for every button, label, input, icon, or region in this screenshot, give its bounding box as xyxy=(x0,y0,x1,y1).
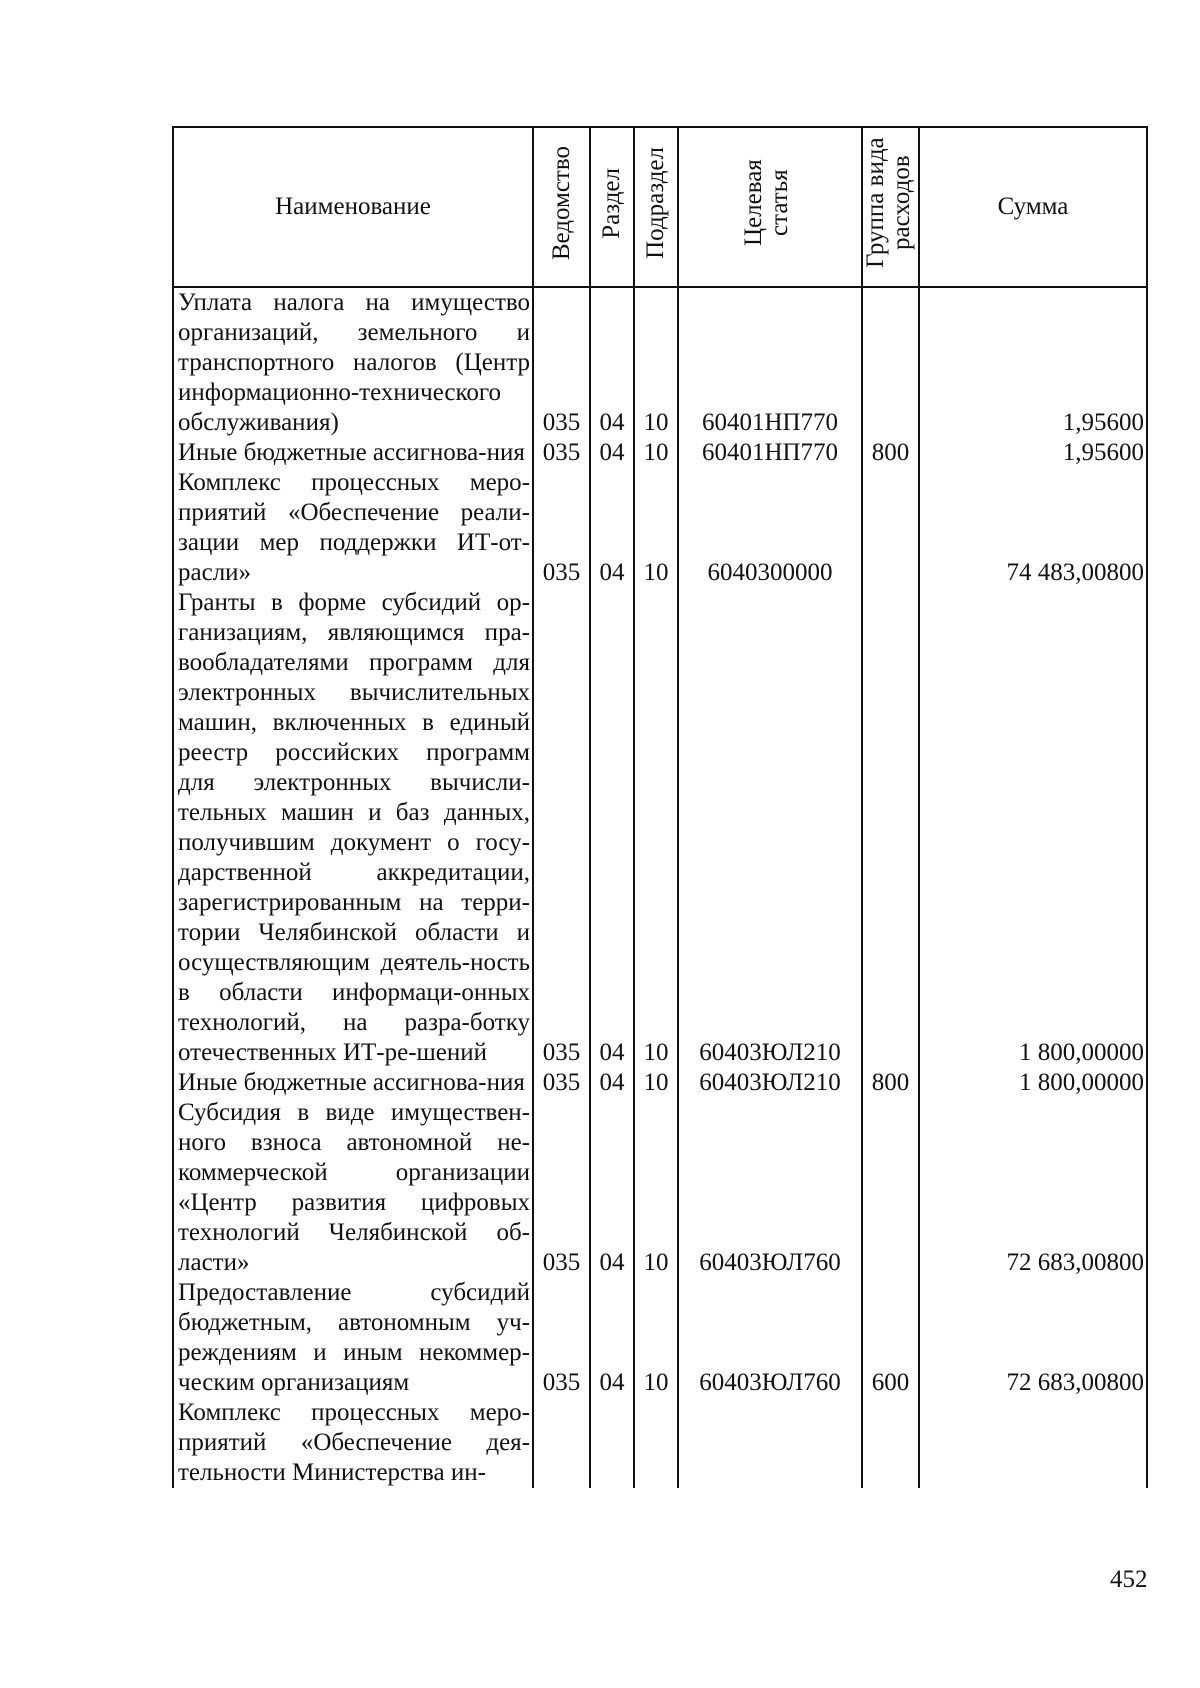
table-row xyxy=(173,1098,1147,1278)
row-sum: 72 683,00800 xyxy=(919,1278,1147,1398)
row-name: Предоставление субсидий бюджетным, автономным уч-реждениям и иным некоммер-ческим организациям xyxy=(173,1278,533,1398)
row-podrazdel: 10 xyxy=(634,287,678,438)
row-razdel: 04 xyxy=(590,588,634,1068)
row-sum: 1,95600 xyxy=(919,287,1147,438)
header-razdel: Раздел xyxy=(590,127,634,287)
row-group xyxy=(862,1398,919,1488)
row-razdel: 04 xyxy=(590,1278,634,1398)
row-vedomstvo: 035 xyxy=(533,588,590,1068)
row-vedomstvo: 035 xyxy=(533,468,590,588)
row-razdel: 04 xyxy=(590,1068,634,1098)
row-target: 6040300000 xyxy=(678,468,862,588)
row-group xyxy=(862,588,919,1068)
row-name: Уплата налога на имущество организаций, земельного и транспортного налогов (Центр информационно-технического обслуживания) xyxy=(173,287,533,438)
row-group xyxy=(862,468,919,588)
row-target: 60403ЮЛ760 xyxy=(678,1278,862,1398)
table-row xyxy=(173,287,1147,438)
row-target: 60403ЮЛ760 xyxy=(678,1098,862,1278)
row-podrazdel: 10 xyxy=(634,588,678,1068)
row-vedomstvo: 035 xyxy=(533,287,590,438)
table-row xyxy=(173,1398,1147,1488)
header-vedomstvo: Ведомство xyxy=(533,127,590,287)
row-sum: 1,95600 xyxy=(919,438,1147,468)
row-sum: 72 683,00800 xyxy=(919,1098,1147,1278)
row-group: 600 xyxy=(862,1278,919,1398)
budget-table xyxy=(172,126,1148,1488)
row-group: 800 xyxy=(862,1068,919,1098)
row-podrazdel: 10 xyxy=(634,438,678,468)
row-podrazdel: 10 xyxy=(634,468,678,588)
row-name: Комплекс процессных меро-приятий «Обеспечение дея-тельности Министерства ин- xyxy=(173,1398,533,1488)
row-sum: 74 483,00800 xyxy=(919,468,1147,588)
row-vedomstvo: 035 xyxy=(533,438,590,468)
table-header-row xyxy=(173,127,1147,287)
row-razdel: 04 xyxy=(590,287,634,438)
row-sum: 1 800,00000 xyxy=(919,1068,1147,1098)
row-razdel xyxy=(590,1398,634,1488)
header-name: Наименование xyxy=(173,127,533,287)
row-podrazdel: 10 xyxy=(634,1068,678,1098)
row-name: Субсидия в виде имуществен-ного взноса автономной не-коммерческой организации «Центр развития цифровых технологий Челябинской об-ласти» xyxy=(173,1098,533,1278)
row-name: Комплекс процессных меро-приятий «Обеспечение реали-зации мер поддержки ИТ-от-расли» xyxy=(173,468,533,588)
row-razdel: 04 xyxy=(590,1098,634,1278)
row-sum: 1 800,00000 xyxy=(919,588,1147,1068)
row-vedomstvo: 035 xyxy=(533,1278,590,1398)
row-podrazdel: 10 xyxy=(634,1278,678,1398)
table-row xyxy=(173,1278,1147,1398)
row-sum xyxy=(919,1398,1147,1488)
header-podrazdel: Подраздел xyxy=(634,127,678,287)
page-number: 452 xyxy=(1110,1566,1148,1593)
row-razdel: 04 xyxy=(590,438,634,468)
row-vedomstvo: 035 xyxy=(533,1068,590,1098)
table-row xyxy=(173,588,1147,1068)
row-target: 60401НП770 xyxy=(678,287,862,438)
row-vedomstvo: 035 xyxy=(533,1098,590,1278)
header-group: Группа вида расходов xyxy=(862,127,919,287)
table-row xyxy=(173,1068,1147,1098)
table-row xyxy=(173,468,1147,588)
header-sum: Сумма xyxy=(919,127,1147,287)
row-razdel: 04 xyxy=(590,468,634,588)
row-group xyxy=(862,1098,919,1278)
row-podrazdel: 10 xyxy=(634,1098,678,1278)
row-podrazdel xyxy=(634,1398,678,1488)
row-group: 800 xyxy=(862,438,919,468)
row-target xyxy=(678,1398,862,1488)
row-name: Иные бюджетные ассигнова-ния xyxy=(173,438,533,468)
row-target: 60403ЮЛ210 xyxy=(678,588,862,1068)
row-vedomstvo xyxy=(533,1398,590,1488)
row-target: 60403ЮЛ210 xyxy=(678,1068,862,1098)
table-row xyxy=(173,438,1147,468)
row-name: Гранты в форме субсидий ор-ганизациям, являющимся пра-вообладателями программ для электронных вычислительных машин, включенных в единый реестр российских программ для электронных вычисли-тельных машин и баз данных, получившим документ о госу-дарственной аккредитации, зарегистрированным на терри-тории Челябинской области и осуществляющим деятель-ность в области информаци-онных технологий, на разра-ботку отечественных ИТ-ре-шений xyxy=(173,588,533,1068)
header-target: Целевая статья xyxy=(678,127,862,287)
row-name: Иные бюджетные ассигнова-ния xyxy=(173,1068,533,1098)
row-group xyxy=(862,287,919,438)
row-target: 60401НП770 xyxy=(678,438,862,468)
